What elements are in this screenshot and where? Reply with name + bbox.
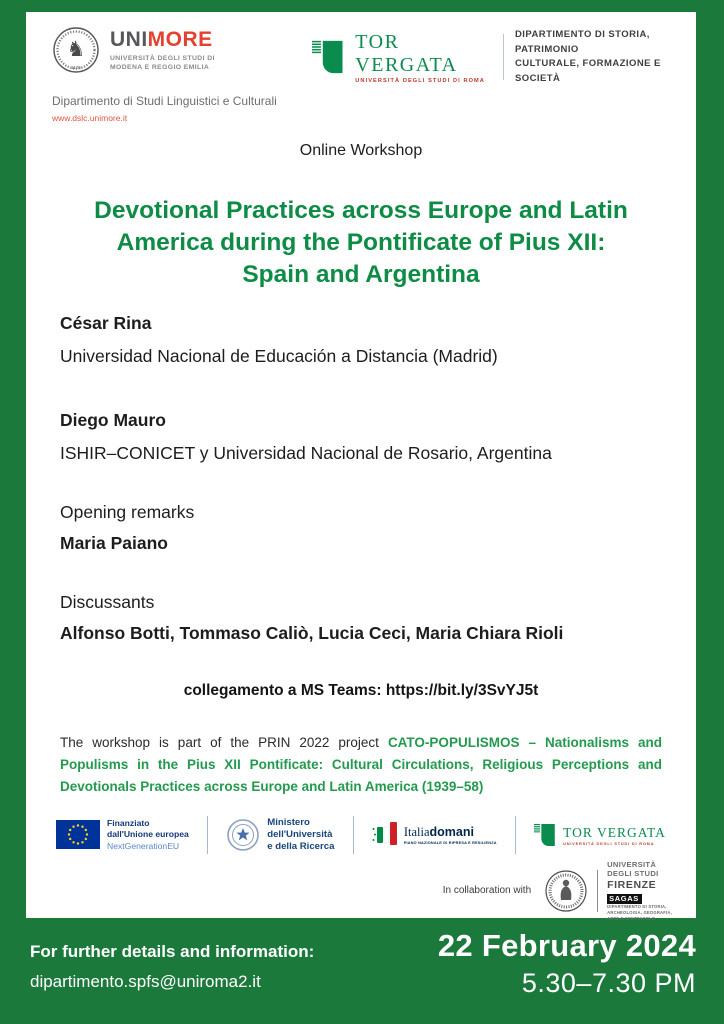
sagas-label: SAGAS	[607, 894, 642, 904]
project-name: CATO-POPULISMOS – Nationalisms and Populisms in the Pius XII Pontificate: Cultural Circulations, Religious Perceptions and Devotionals Practices across Europe and Latin America (1939–58)	[60, 735, 662, 794]
speaker-name: César Rina	[60, 313, 152, 333]
unimore-brand: UNIMORE	[110, 27, 213, 51]
italiadomani-text: Italiadomani PIANO NAZIONALE DI RIPRESA E RESILIENZA	[403, 825, 497, 845]
torvergata-funding-logo	[534, 822, 666, 848]
event-date: 22 February 2024	[437, 928, 696, 963]
footer-contact-email	[30, 972, 314, 992]
ministero-text: Ministero dell'Università e della Ricerca	[267, 816, 335, 853]
event-kicker: Online Workshop	[299, 142, 423, 159]
footer-datetime	[438, 928, 696, 999]
unimore-website-link[interactable]: www.dslc.unimore.it	[52, 113, 128, 123]
footer-contact-label: For further details and information:	[30, 942, 315, 961]
contact-email-link[interactable]: dipartimento.spfs@uniroma2.it	[30, 972, 261, 991]
eu-funding-text: Finanziato dall'Unione europea NextGenerationEU	[107, 818, 189, 851]
torvergata-department-name: DIPARTIMENTO DI STORIA, PATRIMONIO CULTURALE, FORMAZIONE E SOCIETÀ	[514, 29, 661, 85]
event-time: 5.30–7.30 PM	[521, 968, 696, 998]
unimore-logo	[52, 26, 215, 74]
opening-remarks-name: Maria Paiano	[60, 533, 168, 553]
unimore-tagline: UNIVERSITÀ DEGLI STUDI DI MODENA E REGGIO EMILIA	[110, 54, 215, 71]
torvergata-j-icon	[312, 37, 344, 77]
eu-funding-logo	[56, 818, 189, 852]
content-panel	[26, 12, 696, 921]
discussants-names: Alfonso Botti, Tommaso Caliò, Lucia Ceci, Maria Chiara Rioli	[60, 623, 564, 643]
collaboration-row	[443, 860, 672, 921]
firenze-text-block: UNIVERSITÀ DEGLI STUDI FIRENZE SAGAS DIPARTIMENTO DI STORIA, ARCHEOLOGIA, GEOGRAFIA, ARTE E SPETTACOLO	[607, 860, 672, 921]
italiadomani-flag-icon	[372, 820, 397, 850]
teams-url-link[interactable]: https://bit.ly/3SvYJ5t	[385, 682, 539, 699]
speaker-affiliation: Universidad Nacional de Educación a Distancia (Madrid)	[60, 346, 498, 366]
unimore-wordmark	[110, 28, 215, 72]
header-divider	[503, 34, 504, 80]
unimore-seal-icon	[52, 26, 100, 74]
svg-text:♞: ♞	[66, 38, 86, 61]
teams-label: collegamento a MS Teams:	[183, 682, 386, 699]
funding-divider	[515, 816, 516, 854]
collaboration-label: In collaboration with	[442, 885, 532, 897]
torvergata-header	[312, 28, 696, 87]
ministero-logo	[226, 817, 334, 854]
italiadomani-logo	[372, 820, 497, 850]
collaboration-divider	[597, 870, 598, 912]
speaker-name: Diego Mauro	[60, 410, 166, 430]
opening-remarks-label: Opening remarks	[60, 502, 195, 522]
footer-contact	[30, 942, 314, 992]
torvergata-wordmark: TOR VERGATA UNIVERSITÀ DEGLI STUDI DI ROMA	[355, 30, 485, 84]
discussants-label: Discussants	[60, 592, 155, 612]
project-paragraph	[60, 732, 662, 798]
speaker-affiliation: ISHIR–CONICET y Universidad Nacional de Rosario, Argentina	[60, 443, 552, 463]
funding-logos-row	[56, 810, 666, 860]
svg-text:1175: 1175	[71, 65, 81, 70]
torvergata-funding-text: TOR VERGATA UNIVERSITÀ DEGLI STUDI DI ROMA	[563, 824, 666, 846]
funding-divider	[353, 816, 354, 854]
eu-flag-icon	[56, 820, 100, 849]
torvergata-j-icon	[534, 822, 556, 848]
event-title: Devotional Practices across Europe and Latin America during the Pontificate of Pius XII: Spain and Argentina	[94, 197, 628, 288]
project-intro: The workshop is part of the PRIN 2022 project	[60, 735, 388, 750]
firenze-seal-icon	[544, 869, 588, 913]
unimore-department-name: Dipartimento di Studi Linguistici e Culturali	[52, 94, 277, 108]
teams-link-line	[26, 682, 696, 700]
ministero-emblem-icon	[226, 818, 260, 852]
funding-divider	[207, 816, 208, 854]
